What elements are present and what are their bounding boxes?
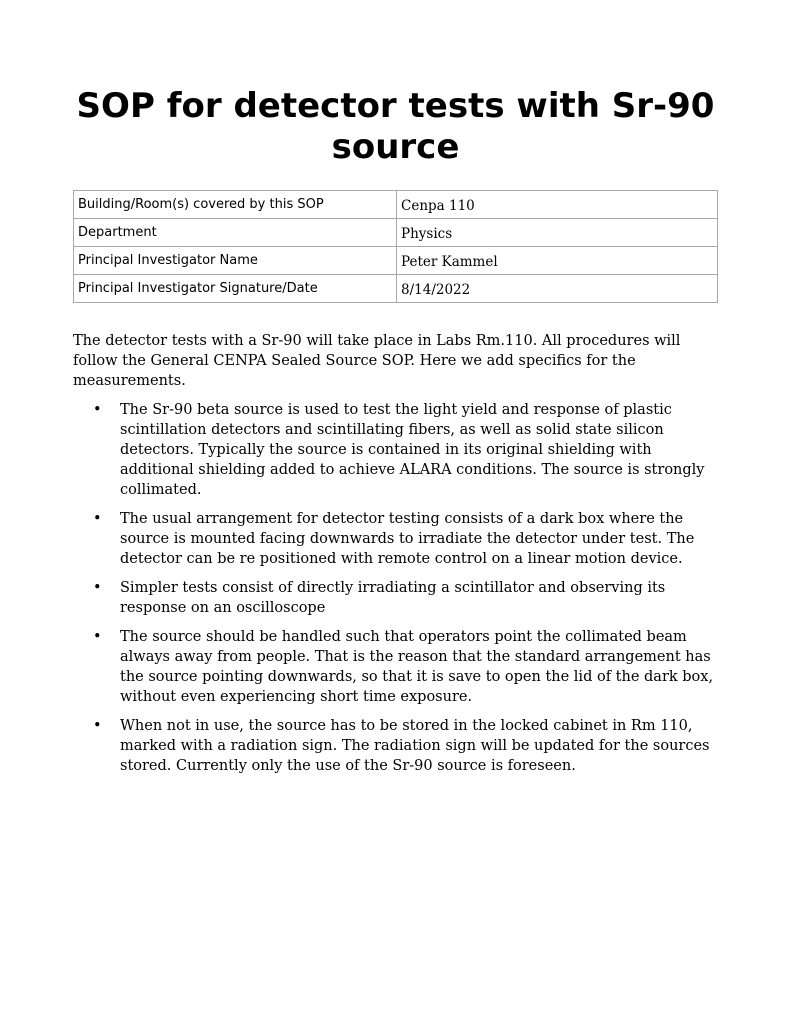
pi-name-label: Principal Investigator Name	[74, 247, 397, 275]
bullet-icon: •	[93, 511, 102, 527]
procedure-list	[73, 400, 718, 776]
building-room-label: Building/Room(s) covered by this SOP	[74, 191, 397, 219]
list-item-text: When not in use, the source has to be stored in the locked cabinet in Rm 110, marked with a radiation sign. The radiation sign will be updated for the sources stored. Currently only the use of the Sr-90 source is foreseen.	[120, 718, 710, 774]
table-row	[74, 247, 718, 275]
building-room-value: Cenpa 110	[397, 191, 718, 219]
bullet-icon: •	[93, 580, 102, 596]
table-row	[74, 191, 718, 219]
list-item	[73, 716, 718, 776]
list-item	[73, 400, 718, 500]
list-item-text: The source should be handled such that operators point the collimated beam always away from people. That is the reason that the standard arrangement has the source pointing downwards, so that it is save to open the lid of the dark box, without even experiencing short time exposure.	[120, 629, 714, 705]
department-value: Physics	[397, 219, 718, 247]
list-item	[73, 627, 718, 707]
list-item-text: Simpler tests consist of directly irradiating a scintillator and observing its response on an oscilloscope	[120, 580, 666, 616]
table-row	[74, 219, 718, 247]
list-item	[73, 578, 718, 618]
bullet-icon: •	[93, 402, 102, 418]
list-item-text: The usual arrangement for detector testing consists of a dark box where the source is mounted facing downwards to irradiate the detector under test. The detector can be re positioned with remote control on a linear motion device.	[120, 511, 695, 567]
pi-signature-date-label: Principal Investigator Signature/Date	[74, 275, 397, 303]
table-row	[74, 275, 718, 303]
intro-paragraph: The detector tests with a Sr-90 will take place in Labs Rm.110. All procedures will follow the General CENPA Sealed Source SOP. Here we add specifics for the measurements.	[73, 333, 681, 389]
document-body	[73, 331, 718, 785]
list-item-text: The Sr-90 beta source is used to test the light yield and response of plastic scintillation detectors and scintillating fibers, as well as solid state silicon detectors. Typically the source is contained in its original shielding with additional shielding added to achieve ALARA conditions. The source is strongly collimated.	[120, 402, 705, 498]
bullet-icon: •	[93, 718, 102, 734]
bullet-icon: •	[93, 629, 102, 645]
pi-name-value: Peter Kammel	[397, 247, 718, 275]
sop-info-table	[73, 190, 718, 303]
department-label: Department	[74, 219, 397, 247]
list-item	[73, 509, 718, 569]
document-title: SOP for detector tests with Sr-90 source	[76, 86, 715, 167]
pi-signature-date-value: 8/14/2022	[397, 275, 718, 303]
